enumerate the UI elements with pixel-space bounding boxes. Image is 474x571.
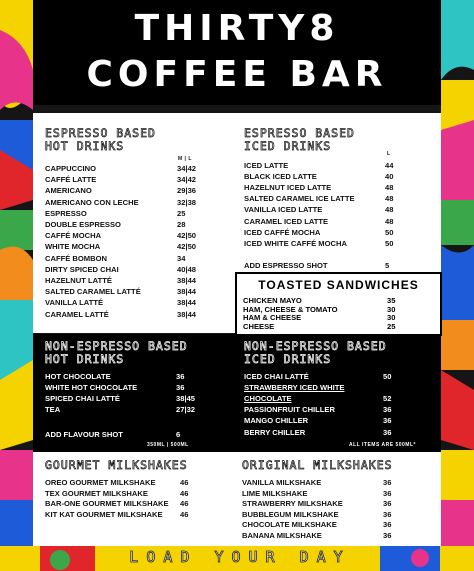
espresso-hot-title-line2: HOT DRINKS [45, 139, 125, 153]
espresso-hot-item-name: SALTED CARAMEL LATTÉ [45, 287, 141, 297]
espresso-iced-item-name: CARAMEL ICED LATTE [244, 216, 329, 226]
non-espresso-iced-item-price: 36 [383, 405, 392, 415]
non-espresso-iced-item-price: 50 [383, 372, 392, 381]
espresso-iced-item-price: 48 [385, 205, 394, 215]
espresso-hot-item-price: 34|42 [177, 175, 197, 185]
sandwich-item-price: 30 [387, 313, 396, 323]
original-milkshake-item-price: 36 [383, 499, 392, 508]
toasted-sandwiches-title: TOASTED SANDWICHES [258, 278, 419, 292]
espresso-iced-size-header: L [387, 151, 391, 157]
espresso-iced-item-name: SALTED CARAMEL ICE LATTE [244, 194, 355, 204]
espresso-iced-item-name: HAZELNUT ICED LATTE [244, 183, 332, 193]
espresso-hot-item-name: ESPRESSO [45, 208, 87, 218]
espresso-hot-item-name: DIRTY SPICED CHAI [45, 264, 119, 274]
espresso-hot-item-price: 34 [177, 253, 186, 263]
gourmet-milkshake-item-price: 46 [180, 509, 189, 519]
original-milkshake-item-name: STRAWBERRY MILKSHAKE [242, 499, 343, 508]
espresso-iced-item-price: 50 [385, 227, 394, 237]
espresso-iced-title [244, 127, 355, 153]
espresso-hot-item-price: 32|38 [177, 197, 197, 207]
non-espresso-hot-title [45, 340, 188, 366]
gourmet-milkshake-item-name: TEX GOURMET MILKSHAKE [45, 488, 148, 498]
menu-board [33, 0, 441, 546]
sandwich-item-price: 25 [387, 322, 396, 332]
espresso-hot-item-price: 40|48 [177, 264, 197, 274]
original-milkshakes-title: ORIGINAL MILKSHAKES [242, 458, 393, 472]
non-espresso-iced-title-line2: ICED DRINKS [244, 352, 332, 366]
espresso-iced-item-price: 50 [385, 238, 394, 248]
non-espresso-iced-item-price: 52 [383, 394, 392, 404]
sandwich-item-name: HAM, CHEESE & TOMATO [243, 304, 338, 314]
add-flavour-shot-name: ADD FLAVOUR SHOT [45, 430, 123, 439]
original-milkshake-item-name: BANANA MILKSHAKE [242, 530, 322, 540]
original-milkshake-item-name: CHOCOLATE MILKSHAKE [242, 520, 337, 529]
gourmet-milkshake-item-price: 46 [180, 478, 189, 487]
espresso-iced-item-name: VANILLA ICED LATTE [244, 205, 323, 215]
espresso-hot-item-price: 28 [177, 220, 186, 229]
espresso-hot-item-name: CAFFÉ BOMBON [45, 253, 108, 263]
gourmet-milkshakes-title: GOURMET MILKSHAKES [45, 458, 188, 472]
espresso-hot-title [45, 127, 156, 153]
non-espresso-iced-item-price: 36 [383, 416, 392, 426]
non-espresso-hot-item-price: 36 [176, 372, 185, 381]
non-espresso-iced-item-name: MANGO CHILLER [244, 416, 309, 426]
non-espresso-hot-title-line2: HOT DRINKS [45, 352, 125, 366]
original-milkshake-item-price: 36 [383, 509, 392, 519]
non-espresso-iced-item-price: 36 [383, 427, 392, 437]
espresso-hot-title-line1: ESPRESSO BASED [45, 126, 156, 140]
toasted-sandwiches-box [235, 272, 442, 336]
espresso-hot-item-name: CAFFÉ LATTE [45, 175, 97, 185]
gourmet-milkshake-item-name: KIT KAT GOURMET MILKSHAKE [45, 509, 163, 519]
non-espresso-hot-title-line1: NON-ESPRESSO BASED [45, 339, 188, 353]
gourmet-milkshake-item-name: OREO GOURMET MILKSHAKE [45, 478, 156, 487]
espresso-hot-item-name: HAZELNUT LATTÉ [45, 276, 112, 285]
non-espresso-section [33, 334, 441, 452]
espresso-hot-item-price: 38|44 [177, 298, 197, 308]
espresso-hot-item-price: 38|44 [177, 287, 197, 297]
espresso-hot-item-name: CAFFÉ MOCHA [45, 231, 102, 241]
non-espresso-iced-item-name: PASSIONFRUIT CHILLER [244, 405, 335, 415]
non-espresso-iced-title-line1: NON-ESPRESSO BASED [244, 339, 387, 353]
non-espresso-iced-size-note: ALL ITEMS ARE 500ML* [349, 442, 416, 448]
non-espresso-iced-item-name: BERRY CHILLER [244, 427, 306, 437]
brand-title-line1: THIRTY8 [134, 8, 340, 49]
milkshakes-section [33, 452, 441, 546]
non-espresso-hot-item-price: 38|45 [176, 394, 196, 404]
espresso-hot-item-name: DOUBLE ESPRESSO [45, 220, 121, 229]
original-milkshake-item-price: 36 [383, 488, 392, 498]
espresso-hot-item-name: VANILLA LATTÉ [45, 298, 104, 308]
non-espresso-iced-title [244, 340, 387, 366]
espresso-hot-item-price: 42|50 [177, 242, 197, 252]
original-milkshake-item-price: 36 [383, 478, 392, 487]
gourmet-milkshake-item-price: 46 [180, 488, 189, 498]
espresso-hot-item-price: 25 [177, 208, 186, 218]
add-flavour-shot-price: 6 [176, 430, 181, 439]
sandwich-item-name: CHEESE [243, 322, 275, 332]
espresso-hot-item-name: AMERICANO CON LECHE [45, 197, 139, 207]
espresso-hot-item-name: CARAMEL LATTÉ [45, 309, 109, 319]
non-espresso-hot-size-note: 350ML | 500ML [147, 442, 189, 448]
non-espresso-hot-item-price: 36 [176, 383, 185, 393]
espresso-hot-item-name: CAPPUCCINO [45, 164, 97, 173]
add-espresso-shot-name: ADD ESPRESSO SHOT [244, 261, 328, 270]
gourmet-milkshake-item-price: 46 [180, 499, 189, 508]
espresso-iced-item-price: 48 [385, 183, 394, 193]
non-espresso-hot-item-name: HOT CHOCOLATE [45, 372, 111, 381]
sandwich-item-name: CHICKEN MAYO [243, 296, 302, 305]
espresso-iced-title-line1: ESPRESSO BASED [244, 126, 355, 140]
non-espresso-iced-item-name: STRAWBERRY ICED WHITE [244, 383, 345, 393]
espresso-iced-item-price: 48 [385, 216, 394, 226]
non-espresso-hot-item-name: TEA [45, 405, 61, 415]
espresso-iced-item-name: BLACK ICED LATTE [244, 172, 317, 182]
espresso-hot-item-price: 38|44 [177, 309, 197, 319]
gourmet-milkshake-item-name: BAR-ONE GOURMET MILKSHAKE [45, 499, 169, 508]
brand-title-line2: COFFEE BAR [86, 54, 388, 95]
espresso-hot-item-price: 42|50 [177, 231, 197, 241]
menu-header [33, 0, 441, 105]
espresso-hot-item-price: 29|36 [177, 186, 197, 196]
footer-tagline: LOAD YOUR DAY [129, 548, 351, 566]
add-espresso-shot-price: 5 [385, 261, 390, 270]
original-milkshake-item-name: LIME MILKSHAKE [242, 488, 308, 498]
espresso-iced-item-price: 44 [385, 161, 394, 170]
espresso-iced-item-name: ICED WHITE CAFFÉ MOCHA [244, 238, 347, 248]
espresso-iced-title-line2: ICED DRINKS [244, 139, 332, 153]
non-espresso-hot-item-price: 27|32 [176, 405, 196, 415]
non-espresso-iced-item-name: CHOCOLATE [244, 394, 292, 404]
original-milkshake-item-name: BUBBLEGUM MILKSHAKE [242, 509, 339, 519]
espresso-iced-item-price: 40 [385, 172, 394, 182]
original-milkshake-item-price: 36 [383, 520, 392, 529]
original-milkshake-item-price: 36 [383, 530, 392, 540]
espresso-hot-item-price: 38|44 [177, 276, 197, 285]
espresso-iced-item-price: 48 [385, 194, 394, 204]
non-espresso-hot-item-name: SPICED CHAI LATTÉ [45, 394, 120, 404]
espresso-hot-size-header: M | L [178, 156, 192, 162]
espresso-hot-item-price: 34|42 [177, 164, 197, 173]
non-espresso-hot-item-name: WHITE HOT CHOCOLATE [45, 383, 138, 393]
sandwich-item-price: 30 [387, 304, 396, 314]
espresso-iced-item-name: ICED LATTE [244, 161, 289, 170]
espresso-hot-item-name: WHITE MOCHA [45, 242, 101, 252]
non-espresso-iced-item-name: ICED CHAI LATTÉ [244, 372, 309, 381]
espresso-hot-item-name: AMERICANO [45, 186, 92, 196]
sandwich-item-price: 35 [387, 296, 396, 305]
espresso-iced-item-name: ICED CAFFÉ MOCHA [244, 227, 321, 237]
original-milkshake-item-name: VANILLA MILKSHAKE [242, 478, 322, 487]
sandwich-item-name: HAM & CHEESE [243, 313, 302, 323]
